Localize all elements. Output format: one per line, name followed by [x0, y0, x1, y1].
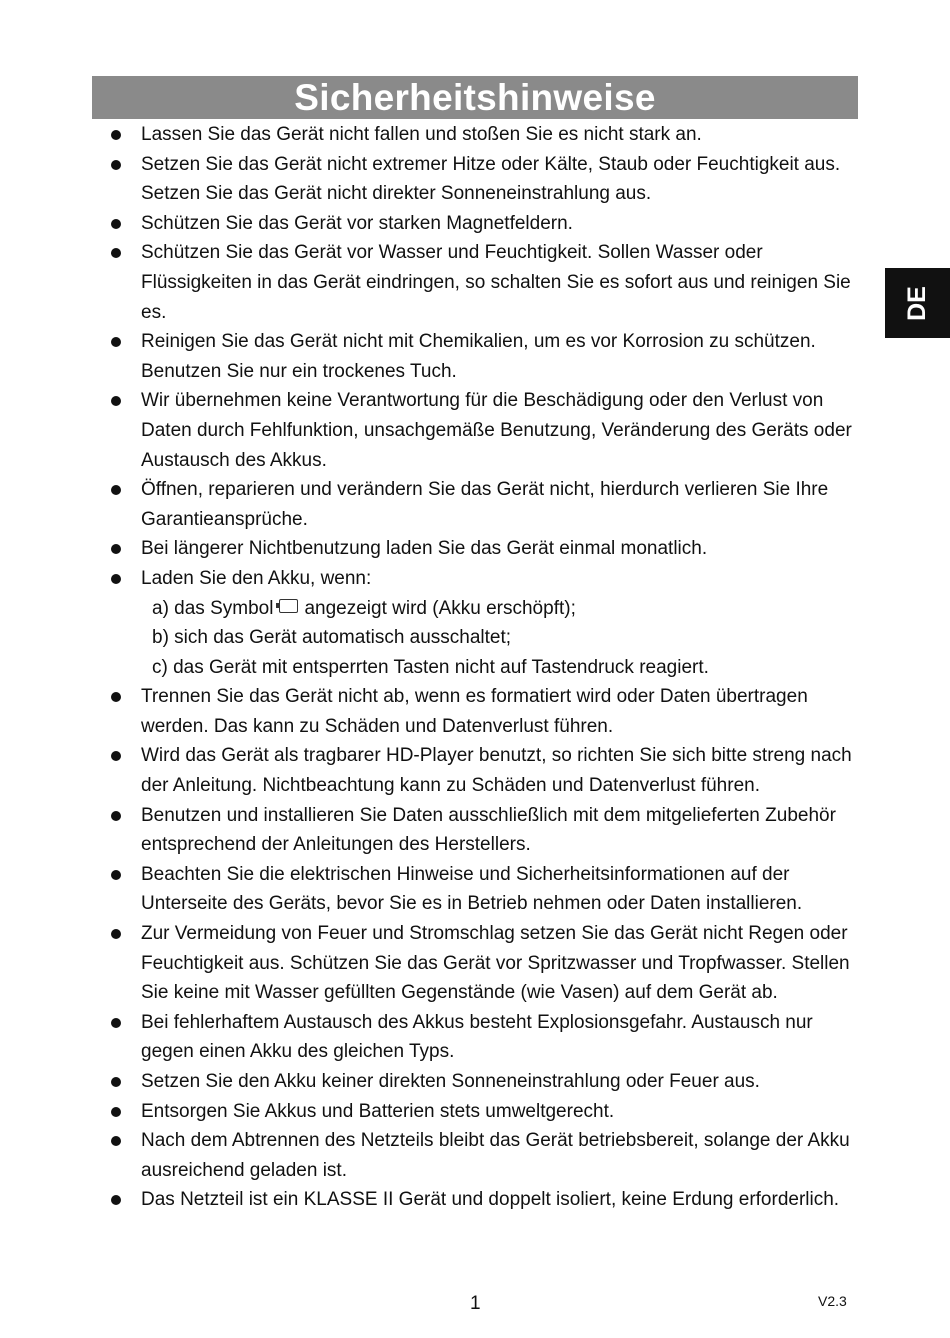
- bullet-icon: [111, 692, 121, 702]
- list-item: [110, 860, 862, 919]
- charge-conditions: [141, 594, 862, 683]
- list-item: [110, 1097, 862, 1127]
- bullet-icon: [111, 544, 121, 554]
- bullet-icon: [111, 396, 121, 406]
- charge-condition-b: b) sich das Gerät automatisch ausschaltet;: [152, 627, 512, 649]
- list-item: [110, 534, 862, 564]
- list-item-text: Nach dem Abtrennen des Netzteils bleibt das Gerät betriebsbereit, solange der Akku ausreichend geladen ist.: [141, 1130, 850, 1181]
- bullet-icon: [111, 130, 121, 140]
- list-item-text: Öffnen, reparieren und verändern Sie das Gerät nicht, hierdurch verlieren Sie Ihre Garantieansprüche.: [141, 479, 829, 530]
- list-item: [110, 1185, 862, 1215]
- list-item-text: Schützen Sie das Gerät vor Wasser und Feuchtigkeit. Sollen Wasser oder Flüssigkeiten in das Gerät eindringen, so schalten Sie es sofort aus und reinigen Sie es.: [141, 242, 851, 323]
- list-item: [110, 327, 862, 386]
- list-item: [110, 475, 862, 534]
- bullet-icon: [111, 248, 121, 258]
- bullet-icon: [111, 574, 121, 584]
- list-item: [110, 120, 862, 150]
- title-bar: [92, 76, 858, 119]
- page-title: Sicherheitshinweise: [294, 77, 656, 118]
- list-item-text: Reinigen Sie das Gerät nicht mit Chemikalien, um es vor Korrosion zu schützen. Benutzen Sie nur ein trockenes Tuch.: [141, 331, 816, 382]
- page-number: 1: [470, 1293, 481, 1314]
- list-item: [110, 386, 862, 475]
- list-item-text: Lassen Sie das Gerät nicht fallen und stoßen Sie es nicht stark an.: [141, 124, 702, 145]
- bullet-icon: [111, 1136, 121, 1146]
- bullet-icon: [111, 1077, 121, 1087]
- list-item-text: Laden Sie den Akku, wenn:: [141, 567, 372, 589]
- bullet-icon: [111, 160, 121, 170]
- list-item: [110, 209, 862, 239]
- language-tab: [885, 268, 950, 338]
- charge-condition-a: [152, 594, 862, 624]
- list-item: [110, 801, 862, 860]
- bullet-icon: [111, 811, 121, 821]
- list-item-text: Schützen Sie das Gerät vor starken Magnetfeldern.: [141, 212, 573, 234]
- language-tab-label: DE: [902, 285, 931, 321]
- charge-condition-a-prefix: a) das Symbol: [152, 597, 274, 619]
- list-item-text: Bei längerer Nichtbenutzung laden Sie das Gerät einmal monatlich.: [141, 538, 708, 560]
- list-item: [110, 150, 862, 209]
- list-item-text: Beachten Sie die elektrischen Hinweise und Sicherheitsinformationen auf der Unterseite des Geräts, bevor Sie es in Betrieb nehmen oder Daten installieren.: [141, 863, 803, 915]
- version-label: V2.3: [818, 1293, 847, 1309]
- list-item: [110, 919, 862, 1008]
- bullet-icon: [111, 1107, 121, 1117]
- bullet-icon: [111, 929, 121, 939]
- empty-battery-icon: [279, 599, 298, 613]
- list-item-text: Das Netzteil ist ein KLASSE II Gerät und doppelt isoliert, keine Erdung erforderlich.: [141, 1189, 840, 1211]
- charge-condition-a-suffix: angezeigt wird (Akku erschöpft);: [304, 597, 576, 619]
- bullet-icon: [111, 337, 121, 347]
- list-item-text: Wird das Gerät als tragbarer HD-Player benutzt, so richten Sie sich bitte streng nach der Anleitung. Nichtbeachtung kann zu Schäden und Datenverlust führen.: [141, 745, 852, 797]
- list-item: [110, 682, 862, 741]
- list-item: [110, 1008, 862, 1067]
- bullet-icon: [111, 870, 121, 880]
- bullet-icon: [111, 485, 121, 495]
- list-item-text: Benutzen und installieren Sie Daten ausschließlich mit dem mitgelieferten Zubehör entsprechend der Anleitungen des Herstellers.: [141, 804, 836, 856]
- list-item-text: Trennen Sie das Gerät nicht ab, wenn es formatiert wird oder Daten übertragen werden. Das kann zu Schäden und Datenverlust führen.: [141, 686, 808, 737]
- list-item-text: Wir übernehmen keine Verantwortung für die Beschädigung oder den Verlust von Daten durch Fehlfunktion, unsachgemäße Benutzung, Veränderung des Geräts oder Austausch des Akkus.: [141, 390, 852, 471]
- list-item-text: Setzen Sie den Akku keiner direkten Sonneneinstrahlung oder Feuer aus.: [141, 1071, 760, 1092]
- bullet-icon: [111, 1018, 121, 1028]
- list-item-text: Zur Vermeidung von Feuer und Stromschlag setzen Sie das Gerät nicht Regen oder Feuchtigkeit aus. Schützen Sie das Gerät vor Spritzwasser und Tropfwasser. Stellen Sie keine mit Wasser gefüllten Gegenstände (wie Vasen) auf dem Gerät ab.: [141, 923, 850, 1004]
- list-item-text: Entsorgen Sie Akkus und Batterien stets umweltgerecht.: [141, 1100, 615, 1122]
- list-item: [110, 741, 862, 800]
- safety-notes-list: [110, 120, 862, 1215]
- bullet-icon: [111, 1195, 121, 1205]
- list-item: [110, 238, 862, 327]
- list-item: [110, 1067, 862, 1097]
- bullet-icon: [111, 751, 121, 761]
- charge-condition-c: c) das Gerät mit entsperrten Tasten nicht auf Tastendruck reagiert.: [152, 656, 709, 678]
- list-item-text: Bei fehlerhaftem Austausch des Akkus besteht Explosionsgefahr. Austausch nur gegen einen Akku des gleichen Typs.: [141, 1011, 813, 1063]
- list-item: [110, 1126, 862, 1185]
- list-item-charge-conditions: [110, 564, 862, 682]
- list-item-text: Setzen Sie das Gerät nicht extremer Hitze oder Kälte, Staub oder Feuchtigkeit aus. Setzen Sie das Gerät nicht direkter Sonneneinstrahlung aus.: [141, 153, 841, 205]
- bullet-icon: [111, 219, 121, 229]
